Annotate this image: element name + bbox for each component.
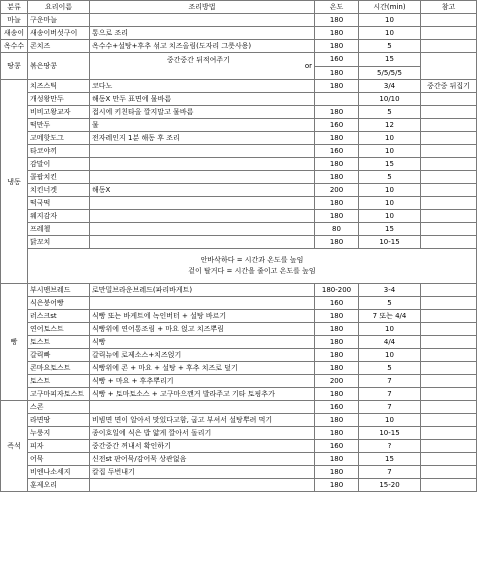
- name-cell: 고구마피자토스트: [28, 388, 90, 401]
- temp-cell: 180: [315, 210, 359, 223]
- method-cell: [90, 158, 315, 171]
- table-row: [1, 284, 477, 297]
- table-row: [1, 223, 477, 236]
- name-cell: 연어토스트: [28, 323, 90, 336]
- method-cell: 통으로 조리: [90, 27, 315, 40]
- temp-cell: 180: [315, 80, 359, 93]
- temp-cell: 180: [315, 427, 359, 440]
- time-cell: 10: [359, 132, 421, 145]
- ref-cell: [421, 284, 477, 297]
- table-row: [1, 427, 477, 440]
- ref-cell: [421, 479, 477, 492]
- time-cell: 5: [359, 362, 421, 375]
- name-cell: 훈제오리: [28, 479, 90, 492]
- table-row: [1, 375, 477, 388]
- method-cell: [90, 401, 315, 414]
- name-cell: 피자: [28, 440, 90, 453]
- ref-cell: [421, 466, 477, 479]
- time-cell: ?: [359, 440, 421, 453]
- time-cell: 7: [359, 388, 421, 401]
- ref-cell: [421, 414, 477, 427]
- ref-cell: [421, 145, 477, 158]
- ref-cell: [421, 119, 477, 132]
- ref-cell: [421, 14, 477, 27]
- name-cell: 콘마요토스트: [28, 362, 90, 375]
- temp-cell: 180: [315, 336, 359, 349]
- name-cell: 떡만두: [28, 119, 90, 132]
- temp-cell: 180: [315, 310, 359, 323]
- time-cell: 10: [359, 349, 421, 362]
- method-cell: [90, 145, 315, 158]
- name-cell: 프레첼: [28, 223, 90, 236]
- method-cell: 전자레인지 1분 해동 후 조리: [90, 132, 315, 145]
- method-cell: 해동X: [90, 184, 315, 197]
- header-temp: 온도: [315, 1, 359, 14]
- temp-cell: 180: [315, 171, 359, 184]
- ref-cell: [421, 93, 477, 106]
- time-cell: 10-15: [359, 427, 421, 440]
- table-row: [1, 119, 477, 132]
- table-row: [1, 310, 477, 323]
- temp-cell: 180: [315, 479, 359, 492]
- name-cell: 떡국떡: [28, 197, 90, 210]
- table-row: [1, 323, 477, 336]
- name-cell: 식은붕어빵: [28, 297, 90, 310]
- name-cell: 고메핫도그: [28, 132, 90, 145]
- ref-cell: [421, 453, 477, 466]
- method-cell: [90, 223, 315, 236]
- temp-cell: 180: [315, 106, 359, 119]
- method-cell: 중간중간 꺼내서 확인하기: [90, 440, 315, 453]
- method-cell: [90, 14, 315, 27]
- name-cell: 갈릭빠: [28, 349, 90, 362]
- table-row: [1, 14, 477, 27]
- temp-cell: 180: [315, 323, 359, 336]
- method-cell: 식빵위에 연어통조림 + 마요 얹고 치즈뿌림: [90, 323, 315, 336]
- time-cell: 5/5/5/5: [359, 66, 421, 80]
- temp-cell: 160: [315, 145, 359, 158]
- temp-cell: 180: [315, 197, 359, 210]
- temp-cell: 180: [315, 40, 359, 53]
- header-row: [1, 1, 477, 14]
- time-cell: 10: [359, 27, 421, 40]
- temp-cell: [315, 93, 359, 106]
- method-cell: 식빵 또는 바게트에 녹인버터 + 설탕 바르기: [90, 310, 315, 323]
- table-row: [1, 171, 477, 184]
- tip-note-line: 안바삭하다 = 시간과 온도를 높임: [200, 256, 304, 264]
- name-cell: 타코야끼: [28, 145, 90, 158]
- temp-cell: 180: [315, 466, 359, 479]
- name-cell: 누룽지: [28, 427, 90, 440]
- table-row: [1, 388, 477, 401]
- header-category: 분류: [1, 1, 28, 14]
- temp-cell: 180: [315, 132, 359, 145]
- temp-cell: 160: [315, 297, 359, 310]
- ref-cell: [421, 336, 477, 349]
- time-cell: 12: [359, 119, 421, 132]
- table-row: [1, 401, 477, 414]
- method-text: 중간중간 뒤적여주기: [166, 56, 230, 64]
- method-cell: [90, 171, 315, 184]
- time-cell: 15-20: [359, 479, 421, 492]
- method-cell: [90, 210, 315, 223]
- header-ref: 참고: [421, 1, 477, 14]
- time-cell: 10: [359, 145, 421, 158]
- time-cell: 5: [359, 106, 421, 119]
- time-cell: 10-15: [359, 236, 421, 249]
- method-cell: [90, 53, 315, 80]
- time-cell: 3-4: [359, 284, 421, 297]
- tip-note-line: 겉이 탈거다 = 시간을 줄이고 온도를 높임: [188, 267, 316, 275]
- temp-cell: 180: [315, 388, 359, 401]
- name-cell: 닭꼬치: [28, 236, 90, 249]
- temp-cell: 160: [315, 119, 359, 132]
- method-cell: 옥수수+설탕+후추 섞고 치즈올림(도자리 그릇사용): [90, 40, 315, 53]
- ref-cell: [421, 132, 477, 145]
- table-row: [1, 197, 477, 210]
- name-cell: 비엔나소세지: [28, 466, 90, 479]
- ref-cell: [421, 197, 477, 210]
- time-cell: 10: [359, 197, 421, 210]
- temp-cell: 180: [315, 236, 359, 249]
- table-row: [1, 440, 477, 453]
- temp-cell: 180: [315, 362, 359, 375]
- tip-note: [28, 249, 477, 284]
- time-cell: 7: [359, 375, 421, 388]
- ref-cell: [421, 310, 477, 323]
- name-cell: 비비고왕교자: [28, 106, 90, 119]
- time-cell: 10: [359, 414, 421, 427]
- name-cell: 감말이: [28, 158, 90, 171]
- ref-cell: [421, 184, 477, 197]
- temp-cell: 180: [315, 414, 359, 427]
- table-row: [1, 184, 477, 197]
- method-cell: [90, 479, 315, 492]
- ref-cell: 중간중 뒤집기: [421, 80, 477, 93]
- or-label: or: [304, 62, 312, 70]
- method-cell: 식빵위에 콘 + 마요 + 설탕 + 후추 치즈로 덮기: [90, 362, 315, 375]
- table-row: [1, 297, 477, 310]
- ref-cell: [421, 210, 477, 223]
- ref-cell: [421, 40, 477, 53]
- table-row: [1, 27, 477, 40]
- table-row: [1, 349, 477, 362]
- name-cell: 구운마늘: [28, 14, 90, 27]
- name-cell: 어묵: [28, 453, 90, 466]
- time-cell: 15: [359, 223, 421, 236]
- method-cell: 식빵: [90, 336, 315, 349]
- note-row: [1, 249, 477, 284]
- name-cell: 개성왕만두: [28, 93, 90, 106]
- ref-cell: [421, 401, 477, 414]
- table-row: [1, 80, 477, 93]
- temp-cell: 180: [315, 349, 359, 362]
- header-method: 조리방법: [90, 1, 315, 14]
- table-row: [1, 40, 477, 53]
- name-cell: 라면땅: [28, 414, 90, 427]
- table-row: [1, 145, 477, 158]
- time-cell: 15: [359, 53, 421, 67]
- table-row: [1, 466, 477, 479]
- ref-cell: [421, 427, 477, 440]
- name-cell: 토스트: [28, 375, 90, 388]
- time-cell: 5: [359, 40, 421, 53]
- temp-cell: 180: [315, 66, 359, 80]
- time-cell: 3/4: [359, 80, 421, 93]
- table-row: [1, 93, 477, 106]
- ref-cell: [421, 158, 477, 171]
- category-cell: 냉동: [1, 80, 28, 284]
- time-cell: 10/10: [359, 93, 421, 106]
- method-cell: 코다노: [90, 80, 315, 93]
- method-cell: 식빵 + 마요 + 후추뿌리기: [90, 375, 315, 388]
- method-cell: 종이호일에 식은 밥 얇게 깔아서 돌리기: [90, 427, 315, 440]
- time-cell: 7 또는 4/4: [359, 310, 421, 323]
- name-cell: 부시맨브레드: [28, 284, 90, 297]
- method-cell: 물: [90, 119, 315, 132]
- ref-cell: [421, 362, 477, 375]
- name-cell: 치킨너겟: [28, 184, 90, 197]
- method-cell: [90, 236, 315, 249]
- name-cell: 웨지감자: [28, 210, 90, 223]
- ref-cell: [421, 106, 477, 119]
- category-cell: 마늘: [1, 14, 28, 27]
- ref-cell: [421, 388, 477, 401]
- time-cell: 5: [359, 297, 421, 310]
- table-row: [1, 453, 477, 466]
- temp-cell: 160: [315, 53, 359, 67]
- temp-cell: 80: [315, 223, 359, 236]
- table-row: [1, 362, 477, 375]
- method-cell: 접시에 키친타올 깔지말고 물바름: [90, 106, 315, 119]
- temp-cell: 180: [315, 14, 359, 27]
- temp-cell: 200: [315, 184, 359, 197]
- method-cell: [90, 297, 315, 310]
- header-name: 요리이름: [28, 1, 90, 14]
- temp-cell: 180: [315, 453, 359, 466]
- table-row: [1, 132, 477, 145]
- category-cell: 새송이: [1, 27, 28, 40]
- ref-cell: [421, 297, 477, 310]
- time-cell: 15: [359, 158, 421, 171]
- ref-cell: [421, 27, 477, 40]
- name-cell: 스콘: [28, 401, 90, 414]
- category-cell: 땅콩: [1, 53, 28, 80]
- ref-cell: [421, 171, 477, 184]
- table-row: [1, 336, 477, 349]
- temp-cell: 180: [315, 158, 359, 171]
- temp-cell: 180: [315, 27, 359, 40]
- name-cell: 치즈스틱: [28, 80, 90, 93]
- ref-cell: [421, 236, 477, 249]
- table-row: [1, 106, 477, 119]
- table-row: [1, 158, 477, 171]
- time-cell: 10: [359, 323, 421, 336]
- method-cell: 비빔면 면이 알아서 맛있다고함, 굽고 부셔서 설탕뿌려 먹기: [90, 414, 315, 427]
- temp-cell: 160: [315, 401, 359, 414]
- temp-cell: 160: [315, 440, 359, 453]
- ref-cell: [421, 375, 477, 388]
- time-cell: 10: [359, 210, 421, 223]
- name-cell: 러스크st: [28, 310, 90, 323]
- time-cell: 10: [359, 184, 421, 197]
- method-cell: 칼집 두번내기: [90, 466, 315, 479]
- method-cell: 신전st 판어묵/감어묵 상관없음: [90, 453, 315, 466]
- method-cell: [90, 197, 315, 210]
- table-row: [1, 236, 477, 249]
- temp-cell: 200: [315, 375, 359, 388]
- time-cell: 15: [359, 453, 421, 466]
- table-row: [1, 414, 477, 427]
- ref-cell: [421, 223, 477, 236]
- name-cell: 새송이버섯구이: [28, 27, 90, 40]
- method-cell: 식빵 + 토마토소스 + 고구마으깬거 발라주고 기타 토핑추가: [90, 388, 315, 401]
- ref-cell: [421, 53, 477, 80]
- ref-cell: [421, 349, 477, 362]
- name-cell: 콜팝치킨: [28, 171, 90, 184]
- category-cell: 빵: [1, 284, 28, 401]
- time-cell: 5: [359, 171, 421, 184]
- name-cell: 콘치즈: [28, 40, 90, 53]
- time-cell: 7: [359, 466, 421, 479]
- temp-cell: 180-200: [315, 284, 359, 297]
- method-cell: 해동X 만두 표면에 물바름: [90, 93, 315, 106]
- table-row: [1, 210, 477, 223]
- ref-cell: [421, 323, 477, 336]
- category-cell: 즉석: [1, 401, 28, 492]
- table-row: [1, 479, 477, 492]
- table-row: [1, 53, 477, 67]
- time-cell: 4/4: [359, 336, 421, 349]
- time-cell: 7: [359, 401, 421, 414]
- method-cell: 로만밀브라운브레드(파리바게트): [90, 284, 315, 297]
- header-time: 시간(min): [359, 1, 421, 14]
- category-cell: 옥수수: [1, 40, 28, 53]
- method-cell: 갈릭뉴에 로제소스+치즈얹기: [90, 349, 315, 362]
- ref-cell: [421, 440, 477, 453]
- name-cell: 볶은땅콩: [28, 53, 90, 80]
- time-cell: 10: [359, 14, 421, 27]
- name-cell: 토스트: [28, 336, 90, 349]
